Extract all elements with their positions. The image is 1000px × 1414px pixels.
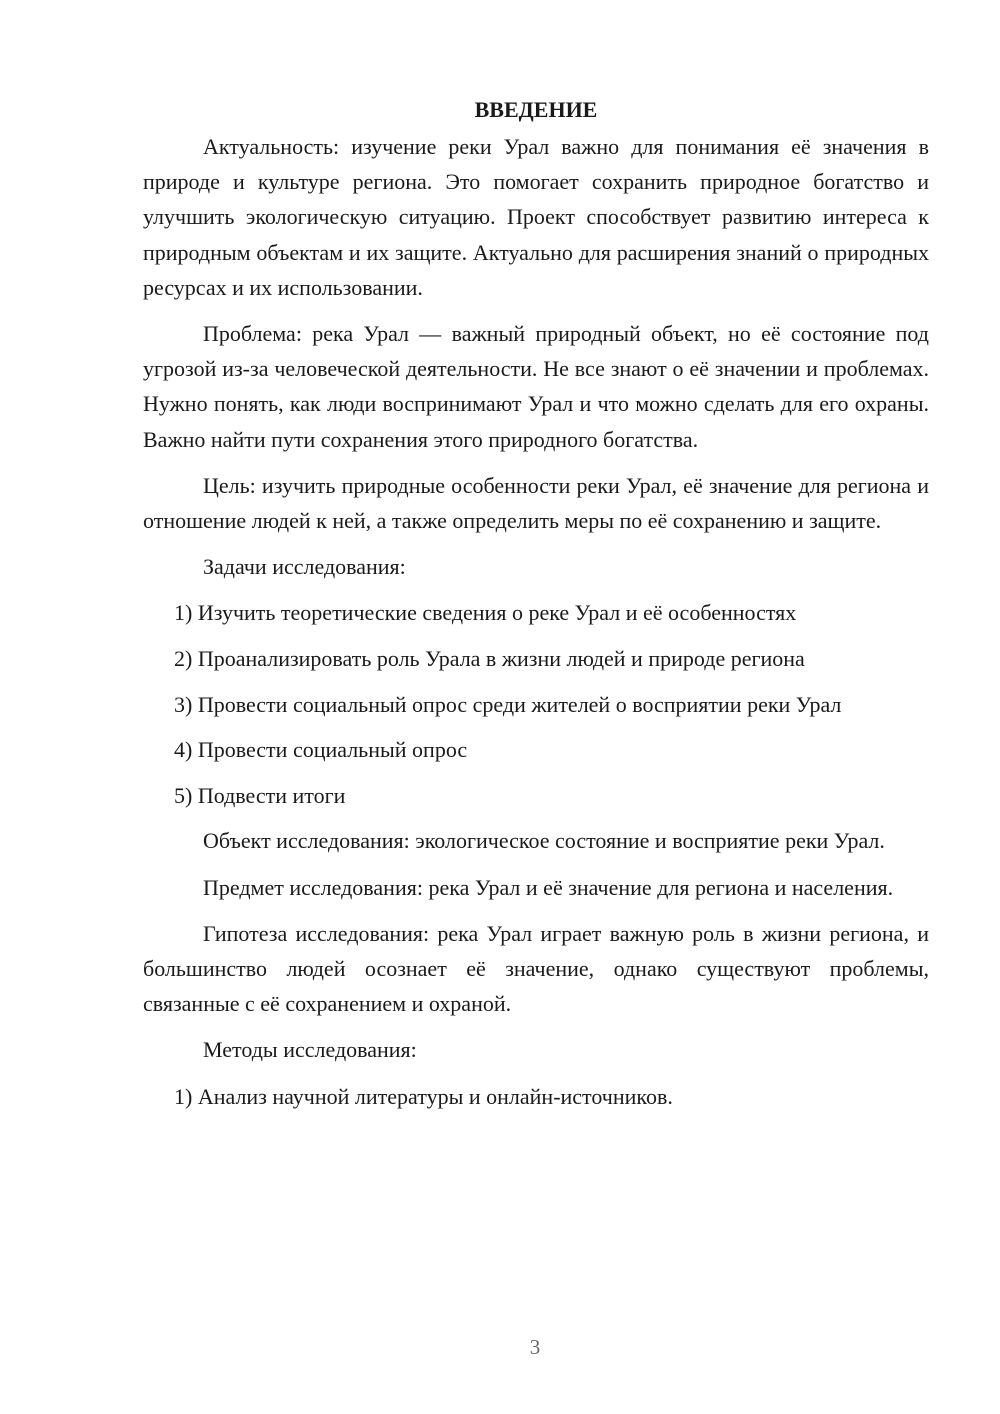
methods-heading: Методы исследования: [203,1037,417,1063]
tasks-heading: Задачи исследования: [203,554,406,580]
task-item-1: 1) Изучить теоретические сведения о реке Урал и её особенностях [174,600,797,626]
problem-paragraph: Проблема: река Урал — важный природный объект, но её состояние под угрозой из-за человеческой деятельности. Не все знают о её значении и проблемах. Нужно понять, как люди воспринимают Урал и что можно сделать для его охраны. Важно найти пути сохранения этого природного богатства. [143,321,929,452]
subject-paragraph: Предмет исследования: река Урал и её значение для региона и населения. [203,874,894,900]
method-item-1: 1) Анализ научной литературы и онлайн-источников. [174,1083,673,1109]
goal-paragraph: Цель: изучить природные особенности реки Урал, её значение для региона и отношение людей к ней, а также определить меры по её сохранению и защите. [143,472,929,534]
task-item-2: 2) Проанализировать роль Урала в жизни людей и природе региона [174,646,805,672]
tasks-list [143,595,929,812]
object-paragraph: Объект исследования: экологическое состояние и восприятие реки Урал. [203,828,885,854]
page-number: 3 [529,1335,541,1359]
methods-list [143,1079,929,1114]
task-item-5: 5) Подвести итоги [174,782,346,808]
page-title: ВВЕДЕНИЕ [474,97,598,122]
relevance-paragraph: Актуальность: изучение реки Урал важно для понимания её значения в природе и культуре региона. Это помогает сохранить природное богатство и улучшить экологическую ситуацию. Проект способствует развитию интереса к природным объектам и их защите. Актуально для расширения знаний о природных ресурсах и их использовании. [143,134,929,300]
hypothesis-paragraph: Гипотеза исследования: река Урал играет важную роль в жизни региона, и большинство людей осознает её значение, однако существуют проблемы, связанные с её сохранением и охраной. [143,920,929,1017]
task-item-3: 3) Провести социальный опрос среди жителей о восприятии реки Урал [174,691,842,717]
task-item-4: 4) Провести социальный опрос [174,737,468,763]
page-content [143,92,929,1124]
